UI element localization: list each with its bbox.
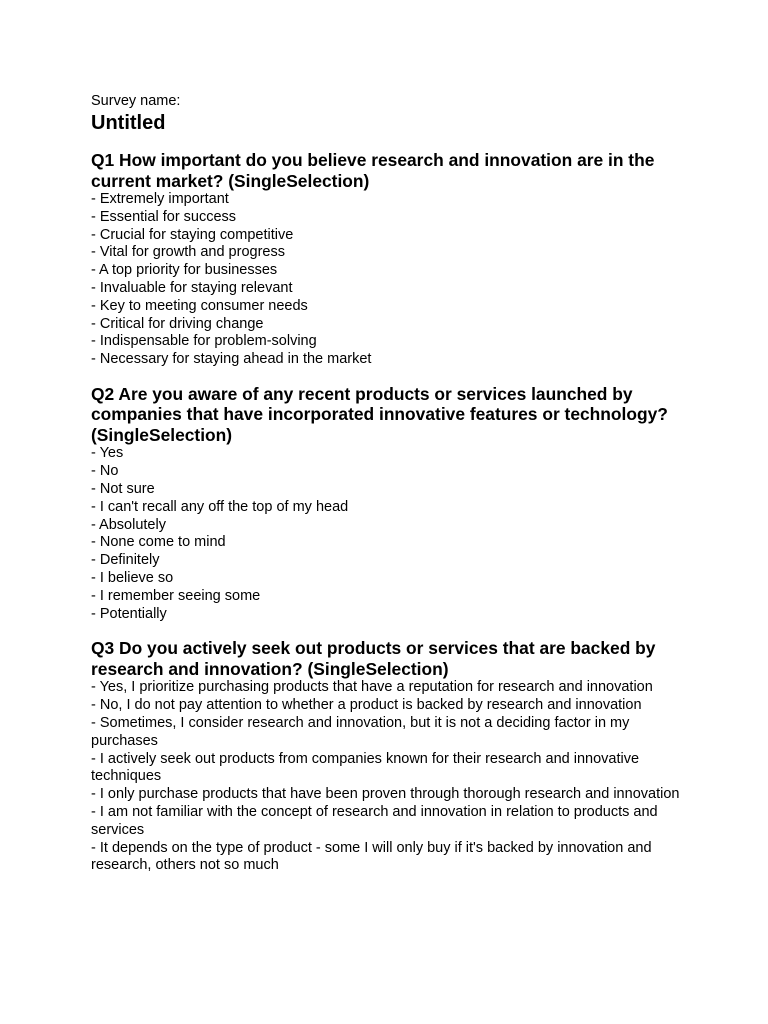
option-item: - Vital for growth and progress: [91, 244, 285, 261]
survey-title: Untitled: [91, 112, 166, 134]
option-item: - Absolutely: [91, 516, 166, 533]
option-item: - I believe so: [91, 570, 174, 587]
option-item: - None come to mind: [91, 534, 226, 551]
option-item: - No, I do not pay attention to whether a product is backed by research and innovation: [91, 697, 642, 714]
option-item: - I actively seek out products from companies known for their research and innovative techniques: [91, 750, 640, 785]
question-3: [91, 638, 691, 875]
question-title: Q3 Do you actively seek out products or services that are backed by research and innovation? (SingleSelection): [91, 638, 656, 679]
option-item: - Potentially: [91, 605, 167, 622]
survey-document: [91, 93, 691, 875]
question-1: [91, 150, 691, 369]
option-item: - I can't recall any off the top of my head: [91, 498, 349, 515]
option-list: [91, 679, 691, 875]
option-item: - Sometimes, I consider research and innovation, but it is not a deciding factor in my purchases: [91, 715, 630, 749]
option-list: [91, 445, 691, 623]
option-item: - I only purchase products that have been proven through thorough research and innovation: [91, 786, 680, 803]
option-item: - Critical for driving change: [91, 315, 264, 332]
question-title: Q2 Are you aware of any recent products or services launched by companies that have incorporated innovative features or technology? (SingleSelection): [91, 383, 668, 445]
option-item: - I remember seeing some: [91, 587, 261, 604]
option-item: - Yes: [91, 445, 124, 462]
option-item: - Invaluable for staying relevant: [91, 279, 293, 296]
option-list: [91, 191, 691, 369]
option-item: - Not sure: [91, 481, 155, 498]
option-item: - Yes, I prioritize purchasing products that have a reputation for research and innovation: [91, 679, 653, 696]
option-item: - Necessary for staying ahead in the market: [91, 351, 372, 368]
option-item: - A top priority for businesses: [91, 262, 278, 279]
question-2: [91, 384, 691, 623]
option-item: - Definitely: [91, 552, 160, 569]
option-item: - Indispensable for problem-solving: [91, 333, 317, 350]
survey-name-label: Survey name:: [91, 93, 181, 109]
option-item: - I am not familiar with the concept of research and innovation in relation to products and services: [91, 804, 658, 838]
option-item: - Essential for success: [91, 208, 237, 225]
option-item: - Extremely important: [91, 191, 229, 207]
option-item: - No: [91, 463, 119, 480]
option-item: - Crucial for staying competitive: [91, 226, 294, 243]
option-item: - Key to meeting consumer needs: [91, 297, 308, 314]
option-item: - It depends on the type of product - some I will only buy if it's backed by innovation and research, others not so much: [91, 839, 652, 874]
question-title: Q1 How important do you believe research and innovation are in the current market? (SingleSelection): [91, 150, 655, 191]
